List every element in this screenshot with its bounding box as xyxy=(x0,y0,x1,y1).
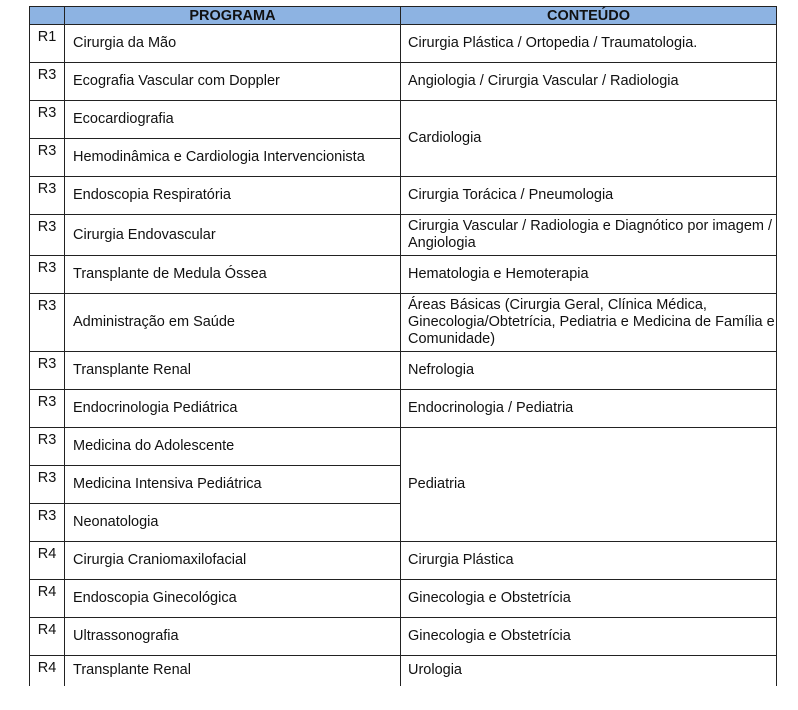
row-programa: Transplante de Medula Óssea xyxy=(65,256,401,294)
row-programa: Ultrassonografia xyxy=(65,618,401,656)
row-programa: Hemodinâmica e Cardiologia Intervencionista xyxy=(65,139,401,177)
table-row xyxy=(30,390,777,428)
row-programa: Endocrinologia Pediátrica xyxy=(65,390,401,428)
row-conteudo: Cirurgia Plástica / Ortopedia / Traumatologia. xyxy=(401,25,777,63)
table-row xyxy=(30,25,777,63)
row-code: R3 xyxy=(30,177,65,215)
row-code: R3 xyxy=(30,139,65,177)
header-programa: PROGRAMA xyxy=(65,7,401,25)
row-conteudo: Endocrinologia / Pediatria xyxy=(401,390,777,428)
table-row xyxy=(30,352,777,390)
row-programa: Transplante Renal xyxy=(65,656,401,686)
table-row xyxy=(30,656,777,686)
row-code: R3 xyxy=(30,466,65,504)
row-programa: Cirurgia Craniomaxilofacial xyxy=(65,542,401,580)
row-programa: Endoscopia Ginecológica xyxy=(65,580,401,618)
row-programa: Cirurgia Endovascular xyxy=(65,215,401,256)
row-conteudo: Cardiologia xyxy=(401,101,777,177)
row-conteudo: Cirurgia Plástica xyxy=(401,542,777,580)
table-row xyxy=(30,428,777,466)
row-code: R3 xyxy=(30,428,65,466)
table-row xyxy=(30,580,777,618)
row-conteudo: Áreas Básicas (Cirurgia Geral, Clínica Médica, Ginecologia/Obtetrícia, Pediatria e Medicina de Família e Comunidade) xyxy=(401,294,777,352)
row-conteudo: Hematologia e Hemoterapia xyxy=(401,256,777,294)
row-code: R3 xyxy=(30,215,65,256)
row-programa: Endoscopia Respiratória xyxy=(65,177,401,215)
row-code: R3 xyxy=(30,390,65,428)
row-programa: Administração em Saúde xyxy=(65,294,401,352)
row-conteudo: Cirurgia Torácica / Pneumologia xyxy=(401,177,777,215)
row-code: R3 xyxy=(30,352,65,390)
row-code: R3 xyxy=(30,101,65,139)
row-programa: Cirurgia da Mão xyxy=(65,25,401,63)
row-code: R4 xyxy=(30,580,65,618)
row-code: R4 xyxy=(30,618,65,656)
row-code: R3 xyxy=(30,294,65,352)
row-code: R4 xyxy=(30,542,65,580)
table-row xyxy=(30,542,777,580)
row-conteudo: Pediatria xyxy=(401,428,777,542)
table-row xyxy=(30,618,777,656)
row-code: R1 xyxy=(30,25,65,63)
table-row xyxy=(30,215,777,256)
table-row xyxy=(30,256,777,294)
table-row xyxy=(30,294,777,352)
row-conteudo: Cirurgia Vascular / Radiologia e Diagnótico por imagem / Angiologia xyxy=(401,215,777,256)
table-row xyxy=(30,101,777,139)
row-programa: Ecocardiografia xyxy=(65,101,401,139)
row-code: R3 xyxy=(30,504,65,542)
row-code: R3 xyxy=(30,63,65,101)
residency-programs-table xyxy=(29,6,777,686)
row-programa: Neonatologia xyxy=(65,504,401,542)
row-code: R3 xyxy=(30,256,65,294)
row-programa: Ecografia Vascular com Doppler xyxy=(65,63,401,101)
row-code: R4 xyxy=(30,656,65,686)
row-programa: Transplante Renal xyxy=(65,352,401,390)
table-row xyxy=(30,63,777,101)
row-conteudo: Nefrologia xyxy=(401,352,777,390)
row-programa: Medicina do Adolescente xyxy=(65,428,401,466)
table-row xyxy=(30,177,777,215)
row-conteudo: Ginecologia e Obstetrícia xyxy=(401,618,777,656)
row-programa: Medicina Intensiva Pediátrica xyxy=(65,466,401,504)
row-conteudo: Angiologia / Cirurgia Vascular / Radiologia xyxy=(401,63,777,101)
row-conteudo: Ginecologia e Obstetrícia xyxy=(401,580,777,618)
header-conteudo: CONTEÚDO xyxy=(401,7,777,25)
header-code-cell xyxy=(30,7,65,25)
table-header-row xyxy=(30,7,777,25)
row-conteudo: Urologia xyxy=(401,656,777,686)
